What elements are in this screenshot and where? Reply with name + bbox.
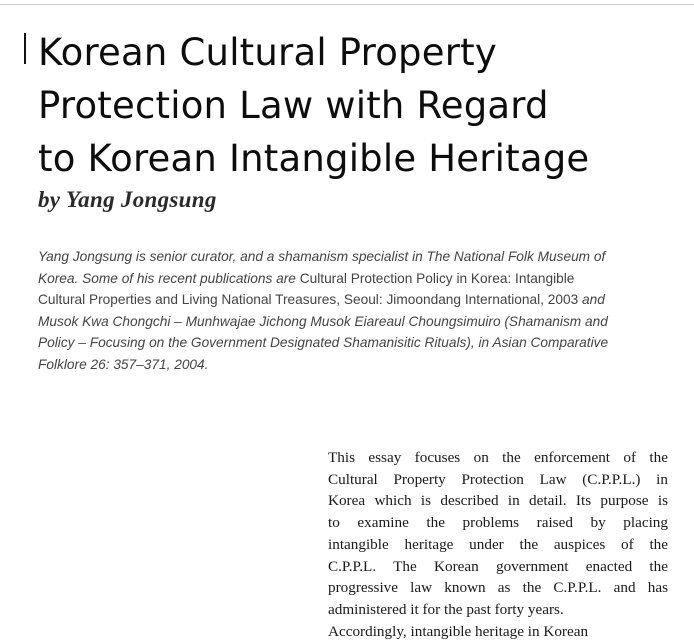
text-cursor-bar <box>24 33 26 64</box>
essay-line: Cultural Property Protection Law (C.P.P.L.) in <box>328 470 668 488</box>
bio-line <box>38 354 670 376</box>
author-byline: by Yang Jongsung <box>38 187 217 212</box>
bio-line <box>38 246 670 268</box>
bio-text-segment: and <box>582 292 605 307</box>
bio-line <box>38 289 670 311</box>
bio-text-segment: Musok Kwa Chongchi – Munhwajae Jichong Musok Eiareaul Choungsimuiro (Shamanism and <box>38 313 608 329</box>
essay-paragraph <box>328 447 668 642</box>
title-line: Protection Law with Regard <box>38 84 549 127</box>
essay-line: Accordingly, intangible heritage in Korean <box>328 622 589 640</box>
page-top-rule <box>0 0 694 5</box>
essay-line: Korea which is described in detail. Its purpose is <box>328 492 668 510</box>
essay-line: C.P.P.L. The Korean government enacted the <box>328 557 668 575</box>
essay-line: progressive law known as the C.P.P.L. and has <box>328 579 668 597</box>
bio-line <box>38 311 670 333</box>
author-bio <box>38 246 670 375</box>
bio-text-segment: Korea. Some of his recent publications are <box>38 270 300 286</box>
bio-text-segment: Cultural Properties and Living National Treasures, Seoul: Jimoondang International, 2003 <box>38 292 583 307</box>
title-line: Korean Cultural Property <box>38 31 497 74</box>
bio-text-segment: Policy – Focusing on the Government Designated Shamanisitic Rituals), in Asian Comparative <box>38 335 609 350</box>
bio-text-segment: Yang Jongsung is senior curator, and a shamanism specialist in The National Folk Museum of <box>38 249 606 264</box>
bio-line <box>38 268 670 290</box>
bio-text-segment: Cultural Protection Policy in Korea: Intangible <box>299 270 575 286</box>
essay-line: to examine the problems raised by placing <box>328 514 668 532</box>
essay-line: This essay focuses on the enforcement of the <box>328 449 668 466</box>
title-line: to Korean Intangible Heritage <box>38 137 590 180</box>
bio-text-segment: Folklore 26: 357–371, 2004. <box>38 356 209 372</box>
article-title <box>38 26 658 185</box>
essay-line: administered it for the past forty years. <box>328 600 564 618</box>
essay-line: intangible heritage under the auspices of the <box>328 535 668 553</box>
bio-line <box>38 332 670 354</box>
